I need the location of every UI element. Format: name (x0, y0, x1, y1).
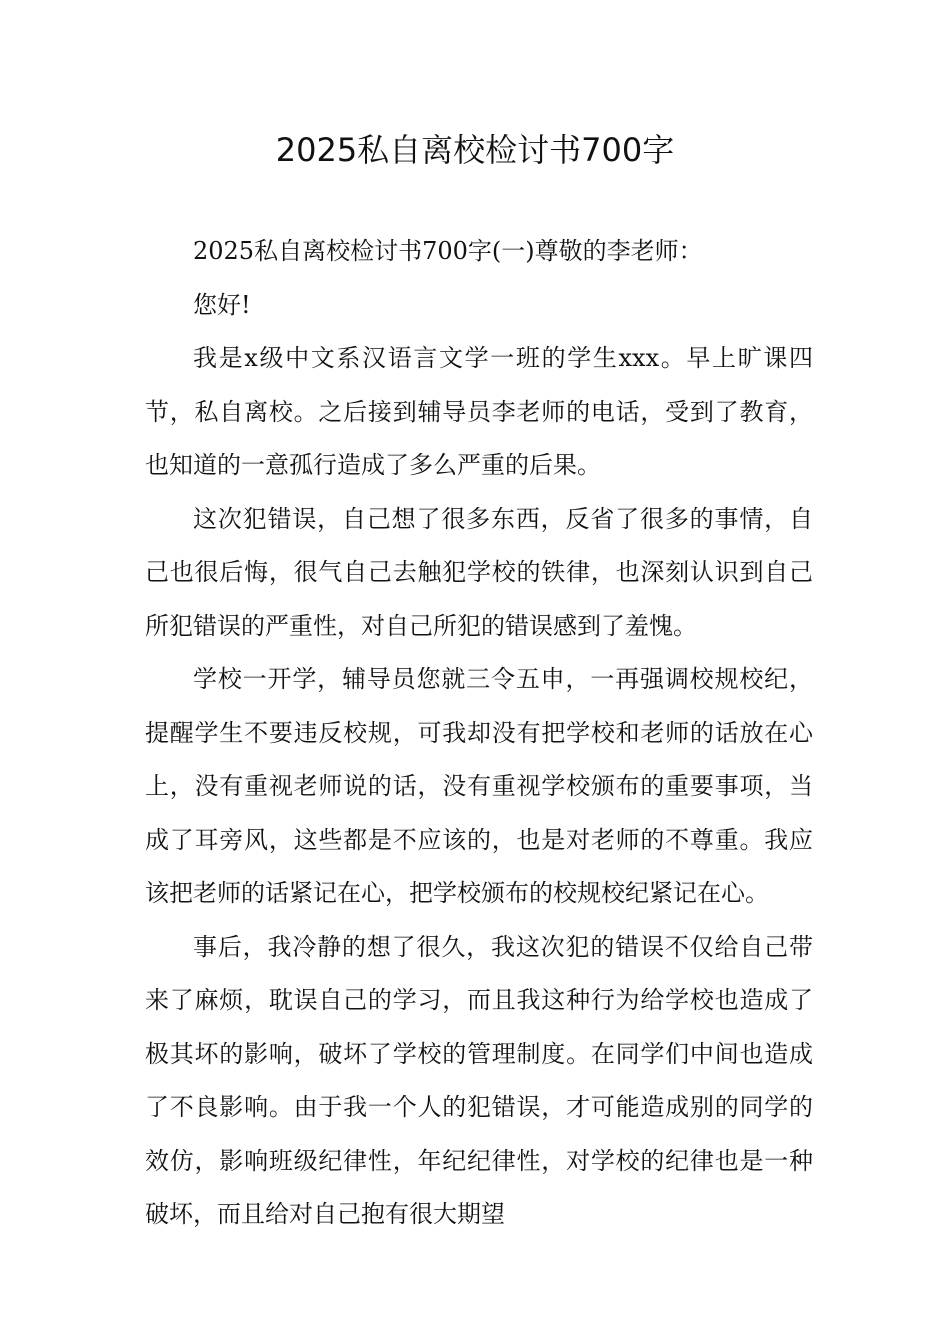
document-body (145, 225, 813, 1242)
paragraph-hello: 您好! (193, 290, 251, 319)
paragraph-greeting-line: 2025私自离校检讨书700字(一)尊敬的李老师： (193, 237, 703, 265)
paragraph-reflection: 这次犯错误，自己想了很多东西，反省了很多的事情，自己也很后悔，很气自己去触犯学校的铁律，也深刻认识到自己所犯错误的严重性，对自己所犯的错误感到了羞愧。 (145, 504, 813, 640)
paragraph-consequences: 事后，我冷静的想了很久，我这次犯的错误不仅给自己带来了麻烦，耽误自己的学习，而且我这种行为给学校也造成了极其坏的影响，破坏了学校的管理制度。在同学们中间也造成了不良影响。由于我一个人的犯错误，才可能造成别的同学的效仿，影响班级纪律性，年纪纪律性，对学校的纪律也是一种破坏，而且给对自己抱有很大期望 (145, 932, 813, 1228)
paragraph-school-rules: 学校一开学，辅导员您就三令五申，一再强调校规校纪，提醒学生不要违反校规，可我却没有把学校和老师的话放在心上，没有重视老师说的话，没有重视学校颁布的重要事项，当成了耳旁风，这些都是不应该的，也是对老师的不尊重。我应该把老师的话紧记在心，把学校颁布的校规校纪紧记在心。 (145, 665, 813, 907)
document-title: 2025私自离校检讨书700字 (275, 131, 675, 169)
paragraph-introduction: 我是x级中文系汉语言文学一班的学生xxx。早上旷课四节，私自离校。之后接到辅导员李老师的电话，受到了教育，也知道的一意孤行造成了多么严重的后果。 (145, 344, 813, 479)
